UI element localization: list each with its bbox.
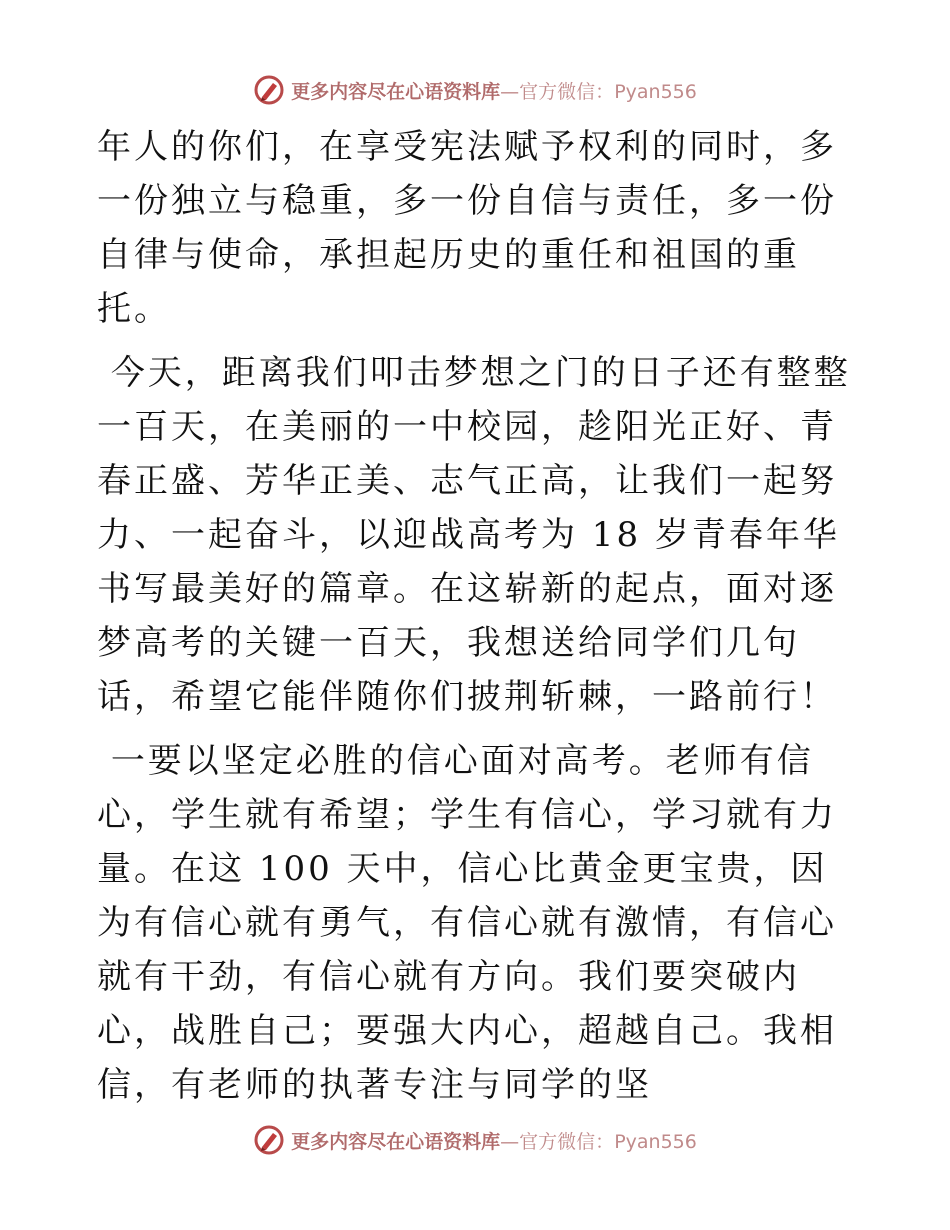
banner-wechat-label: 官方微信： bbox=[519, 1130, 615, 1153]
footer-banner bbox=[0, 1122, 950, 1158]
banner-main-text: 更多内容尽在心语资料库 bbox=[291, 80, 501, 103]
header-banner bbox=[0, 72, 950, 108]
paragraph-2: 今天，距离我们叩击梦想之门的日子还有整整一百天，在美丽的一中校园，趁阳光正好、青春正盛、芳华正美、志气正高，让我们一起努力、一起奋斗，以迎战高考为 18 岁青春年华书写最美好的篇章。在这崭新的起点，面对逐梦高考的关键一百天，我想送给同学们几句话，希望它能伴随你们披荆斩棘，一路前行！ bbox=[97, 353, 851, 717]
logo-icon bbox=[253, 1124, 285, 1156]
banner-wechat-label: 官方微信： bbox=[519, 80, 615, 103]
document-body bbox=[97, 120, 857, 1112]
banner-dash: — bbox=[500, 1130, 520, 1153]
logo-icon bbox=[253, 74, 285, 106]
banner-dash: — bbox=[500, 80, 520, 103]
banner-main-text: 更多内容尽在心语资料库 bbox=[291, 1130, 501, 1153]
paragraph-3: 一要以坚定必胜的信心面对高考。老师有信心，学生就有希望；学生有信心，学习就有力量。在这 100 天中，信心比黄金更宝贵，因为有信心就有勇气，有信心就有激情，有信心就有干劲，有信心就有方向。我们要突破内心，战胜自己；要强大内心，超越自己。我相信，有老师的执著专注与同学的坚 bbox=[97, 741, 837, 1105]
banner-text bbox=[291, 77, 697, 104]
banner-wechat-id: Pyan556 bbox=[614, 1130, 697, 1153]
banner-wechat-id: Pyan556 bbox=[614, 80, 697, 103]
paragraph-1: 年人的你们，在享受宪法赋予权利的同时，多一份独立与稳重，多一份自信与责任，多一份自律与使命，承担起历史的重任和祖国的重托。 bbox=[97, 127, 837, 329]
banner-text bbox=[291, 1127, 697, 1154]
